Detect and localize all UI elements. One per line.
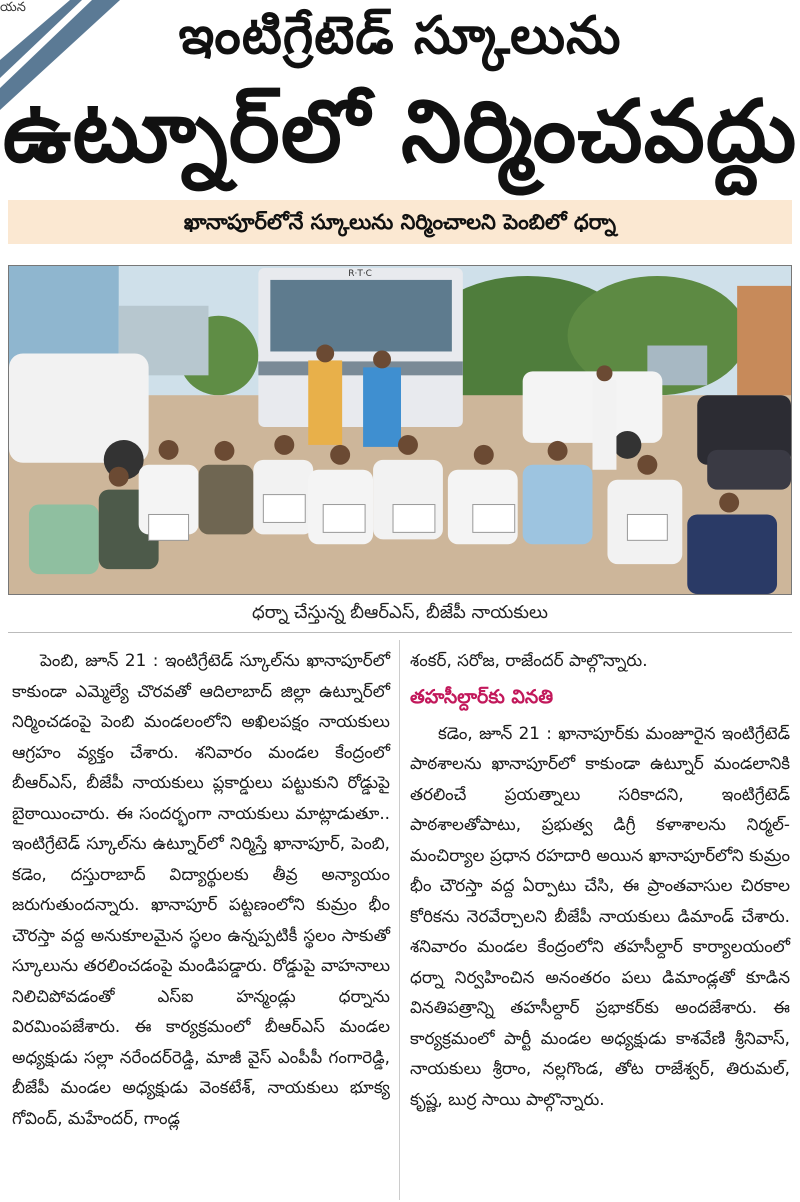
headline-line-1: ఇంటిగ్రేటెడ్ స్కూలును	[178, 6, 622, 66]
article-paragraph: కడెం, జూన్ 21 : ఖానాపూర్‌కు మంజూరైన ఇంటిగ్రేటెడ్ పాఠశాలను ఖానాపూర్‌లో కాకుండా ఉట్నూర్ మండలానికి తరలించే ప్రయత్నాలు సరికాదని, ఇంటిగ్రేటెడ్ పాఠశాలతోపాటు, ప్రభుత్వ డిగ్రీ కళాశాలను నిర్మల్-మంచిర్యాల ప్రధాన రహదారి అయిన ఖానాపూర్‌లోని కుమ్రం భీం చౌరస్తా వద్ద ఏర్పాటు చేసి, ఈ ప్రాంతవాసుల చిరకాల కోరికను నెరవేర్చాలని బీజేపీ నాయకులు డిమాండ్ చేశారు. శనివారం మండల కేంద్రంలోని తహసీల్దార్ కార్యాలయంలో ధర్నా నిర్వహించిన అనంతరం పలు డిమాండ్లతో కూడిన వినతిపత్రాన్ని తహసీల్దార్ ప్రభాకర్‌కు అందజేశారు. ఈ కార్యక్రమంలో పార్టీ మండల అధ్యక్షుడు కాశవేణి శ్రీనివాస్, నాయకులు శ్రీరాం, నల్లగొండ, తోట రాజేశ్వర్, తిరుమల్, కృష్ణ, బుర్ర సాయి పాల్గొన్నారు.	[410, 722, 790, 1109]
column-divider	[399, 640, 400, 1200]
article-continuation: శంకర్, సరోజ, రాజేందర్ పాల్గొన్నారు.	[410, 650, 648, 670]
article-right-column	[410, 645, 790, 1114]
headline-line-2: ఉట్నూర్‌లో నిర్మించవద్దు	[2, 82, 798, 182]
subheadline: ఖానాపూర్‌లోనే స్కూలును నిర్మించాలని పెంబిలో ధర్నా	[8, 200, 792, 244]
photo-caption: ధర్నా చేస్తున్న బీఆర్ఎస్, బీజేపీ నాయకులు	[252, 602, 548, 623]
bus-label: R·T·C	[348, 268, 372, 279]
corner-text: యన	[0, 0, 26, 15]
divider	[8, 632, 792, 633]
article-left-column	[12, 645, 390, 1133]
article-paragraph: పెంబి, జూన్ 21 : ఇంటిగ్రేటెడ్ స్కూల్‌ను ఖానాపూర్‌లో కాకుండా ఎమ్మెల్యే చొరవతో ఆదిలాబాద్ జిల్లా ఉట్నూర్‌లో నిర్మించడంపై పెంబి మండలంలోని అఖిలపక్షం నాయకులు ఆగ్రహం వ్యక్తం చేశారు. శనివారం మండల కేంద్రంలో బీఆర్ఎస్, బీజేపీ నాయకులు ప్లకార్డులు పట్టుకుని రోడ్డుపై బైఠాయించారు. ఈ సందర్భంగా నాయకులు మాట్లాడుతూ.. ఇంటిగ్రేటెడ్ స్కూల్‌ను ఉట్నూర్‌లో నిర్మిస్తే ఖానాపూర్, పెంబి, కడెం, దస్తురాబాద్ విద్యార్థులకు తీవ్ర అన్యాయం జరుగుతుందన్నారు. ఖానాపూర్ పట్టణంలోని కుమ్రం భీం చౌరస్తా వద్ద అనుకూలమైన స్థలం ఉన్నప్పటికీ స్థలం సాకుతో స్కూలును తరలించడంపై మండిపడ్డారు. రోడ్డుపై వాహనాలు నిలిచిపోవడంతో ఎస్ఐ హన్మండ్లు ధర్నాను విరమింపజేశారు. ఈ కార్యక్రమంలో బీఆర్ఎస్ మండల అధ్యక్షుడు సల్లా నరేందర్‌రెడ్డి, మాజీ వైస్ ఎంపీపీ గంగారెడ్డి, బీజేపీ మండల అధ్యక్షుడు వెంకటేశ్, నాయకులు భూక్య గోవింద్, మహేందర్, గాండ్ల	[12, 650, 390, 1128]
subsection-heading: తహసీల్దార్‌కు వినతి	[410, 685, 554, 708]
news-photo	[8, 265, 792, 595]
